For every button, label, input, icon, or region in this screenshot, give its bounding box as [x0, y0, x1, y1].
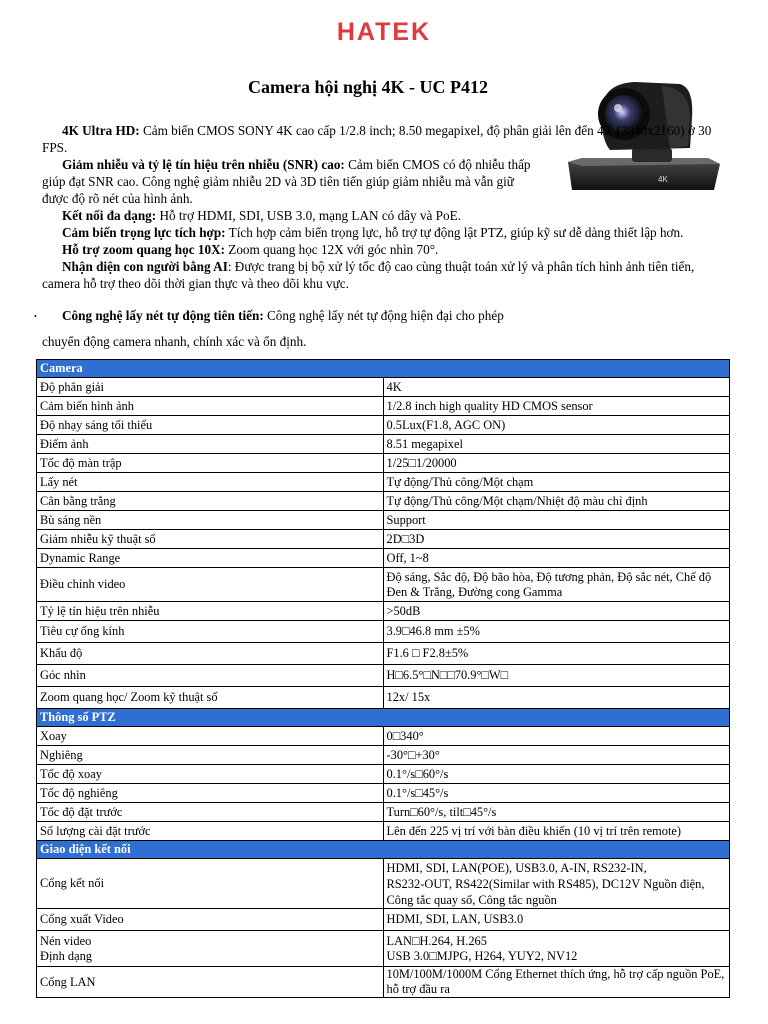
spec-value: Tự động/Thủ công/Một chạm/Nhiệt độ màu chỉ định — [383, 492, 730, 511]
spec-value: Support — [383, 511, 730, 530]
spec-label: Tiêu cự ống kính — [37, 621, 384, 643]
bullet-dot: • — [34, 312, 37, 321]
table-row — [37, 511, 730, 530]
spec-value: Độ sáng, Sắc độ, Độ bão hòa, Độ tương phản, Độ sắc nét, Chế độ Đen & Trắng, Đường cong Gamma — [383, 568, 730, 602]
table-row — [37, 687, 730, 709]
spec-value: 0.1°/s□60°/s — [383, 765, 730, 784]
spec-label: Tốc độ xoay — [37, 765, 384, 784]
table-row — [37, 746, 730, 765]
table-row — [37, 784, 730, 803]
spec-value: 8.51 megapixel — [383, 435, 730, 454]
spec-value: 1/25□1/20000 — [383, 454, 730, 473]
table-row — [37, 621, 730, 643]
table-row — [37, 643, 730, 665]
brand-logo: HATEK — [336, 18, 432, 46]
spec-value: Lên đến 225 vị trí với bàn điều khiển (10 vị trí trên remote) — [383, 822, 730, 841]
spec-label: Tốc độ đặt trước — [37, 803, 384, 822]
table-row — [37, 549, 730, 568]
table-row — [37, 435, 730, 454]
section-header-label: Camera — [37, 360, 730, 378]
table-row — [37, 397, 730, 416]
spec-value: Off, 1~8 — [383, 549, 730, 568]
spec-label: Cảm biến hình ảnh — [37, 397, 384, 416]
section-header — [37, 360, 730, 378]
table-row — [37, 803, 730, 822]
spec-value: 4K — [383, 378, 730, 397]
spec-label: Tốc độ màn trập — [37, 454, 384, 473]
feature-paragraph: Kết nối đa dạng: Hỗ trợ HDMI, SDI, USB 3.0, mạng LAN có dây và PoE. — [62, 208, 461, 223]
spec-value: 0.5Lux(F1.8, AGC ON) — [383, 416, 730, 435]
spec-value: LAN□H.264, H.265 USB 3.0□MJPG, H264, YUY2, NV12 — [383, 931, 730, 967]
spec-value: HDMI, SDI, LAN(POE), USB3.0, A-IN, RS232-IN, RS232-OUT, RS422(Similar with RS485), DC12V Nguồn điện, Công tắc quay số, Công tắc nguồn — [383, 859, 730, 909]
spec-label: Góc nhìn — [37, 665, 384, 687]
spec-value: Turn□60°/s, tilt□45°/s — [383, 803, 730, 822]
table-row — [37, 416, 730, 435]
table-row — [37, 602, 730, 621]
camera-badge: 4K — [658, 175, 668, 184]
spec-value: 1/2.8 inch high quality HD CMOS sensor — [383, 397, 730, 416]
spec-label: Khẩu độ — [37, 643, 384, 665]
spec-label: Lấy nét — [37, 473, 384, 492]
table-row — [37, 492, 730, 511]
table-row — [37, 665, 730, 687]
table-row — [37, 378, 730, 397]
spec-label: Xoay — [37, 727, 384, 746]
spec-value: HDMI, SDI, LAN, USB3.0 — [383, 909, 730, 931]
spec-label: Giảm nhiễu kỹ thuật số — [37, 530, 384, 549]
spec-table — [36, 359, 730, 998]
feature-paragraph: Hỗ trợ zoom quang học 10X: Zoom quang học 12X với góc nhìn 70°. — [62, 242, 439, 257]
feature-paragraph: Giảm nhiễu và tỷ lệ tín hiệu trên nhiễu (SNR) cao: Cảm biến CMOS có độ nhiễu thấp giúp đạt SNR cao. Công nghệ giảm nhiễu 2D và 3D tiên tiến giúp giảm nhiễu mà vẫn giữ được độ rõ nét của hình ảnh. — [42, 157, 531, 206]
table-row — [37, 530, 730, 549]
intro-features — [42, 122, 722, 292]
spec-label: Tốc độ nghiêng — [37, 784, 384, 803]
table-row — [37, 454, 730, 473]
table-row — [37, 727, 730, 746]
table-row — [37, 967, 730, 998]
spec-label: Điểm ảnh — [37, 435, 384, 454]
spec-value: Tự động/Thủ công/Một chạm — [383, 473, 730, 492]
spec-value: 2D□3D — [383, 530, 730, 549]
spec-label: Số lượng cài đặt trước — [37, 822, 384, 841]
table-row — [37, 909, 730, 931]
spec-label: Cổng LAN — [37, 967, 384, 998]
feature-paragraph: 4K Ultra HD: Cảm biến CMOS SONY 4K cao cấp 1/2.8 inch; 8.50 megapixel, độ phân giải lên đến 4K (3840x2160) ở 30 FPS. — [42, 123, 712, 155]
feature-paragraph: Nhận diện con người bằng AI: Được trang bị bộ xử lý tốc độ cao cùng thuật toán xử lý và phân tích hình ảnh tiên tiến, camera hỗ trợ theo dõi thời gian thực và theo dõi khu vực. — [42, 259, 695, 291]
spec-label: Nén video Định dạng — [37, 931, 384, 967]
spec-value: 3.9□46.8 mm ±5% — [383, 621, 730, 643]
spec-value: >50dB — [383, 602, 730, 621]
section-header — [37, 841, 730, 859]
spec-label: Độ nhạy sáng tối thiểu — [37, 416, 384, 435]
spec-label: Nghiêng — [37, 746, 384, 765]
spec-value: 12x/ 15x — [383, 687, 730, 709]
table-row — [37, 859, 730, 909]
spec-label: Cổng kết nối — [37, 859, 384, 909]
spec-value: F1.6 □ F2.8±5% — [383, 643, 730, 665]
section-header — [37, 709, 730, 727]
spec-value: 0.1°/s□45°/s — [383, 784, 730, 803]
spec-value: -30°□+30° — [383, 746, 730, 765]
spec-value: 10M/100M/1000M Cổng Ethernet thích ứng, hỗ trợ cấp nguồn PoE, hỗ trợ đầu ra — [383, 967, 730, 998]
table-row — [37, 473, 730, 492]
table-row — [37, 931, 730, 967]
spec-label: Cổng xuất Video — [37, 909, 384, 931]
page-title: Camera hội nghị 4K - UC P412 — [248, 77, 488, 97]
table-row — [37, 822, 730, 841]
spec-label: Bù sáng nền — [37, 511, 384, 530]
feature-bullet-continuation: chuyển động camera nhanh, chính xác và ổn định. — [42, 334, 307, 349]
feature-bullet: Công nghệ lấy nét tự động tiên tiến: Công nghệ lấy nét tự động hiện đại cho phép — [62, 308, 504, 323]
spec-value: H□6.5°□N□□70.9°□W□ — [383, 665, 730, 687]
spec-label: Tỷ lệ tín hiệu trên nhiễu — [37, 602, 384, 621]
section-header-label: Thông số PTZ — [37, 709, 730, 727]
spec-label: Dynamic Range — [37, 549, 384, 568]
section-header-label: Giao diện kết nối — [37, 841, 730, 859]
spec-label: Zoom quang học/ Zoom kỹ thuật số — [37, 687, 384, 709]
table-row — [37, 765, 730, 784]
spec-label: Độ phân giải — [37, 378, 384, 397]
feature-paragraph: Cảm biến trọng lực tích hợp: Tích hợp cảm biến trọng lực, hỗ trợ tự động lật PTZ, giúp kỹ sư dễ dàng thiết lập hơn. — [62, 225, 684, 240]
spec-value: 0□340° — [383, 727, 730, 746]
table-row — [37, 568, 730, 602]
spec-label: Điều chỉnh video — [37, 568, 384, 602]
spec-label: Cân bằng trắng — [37, 492, 384, 511]
